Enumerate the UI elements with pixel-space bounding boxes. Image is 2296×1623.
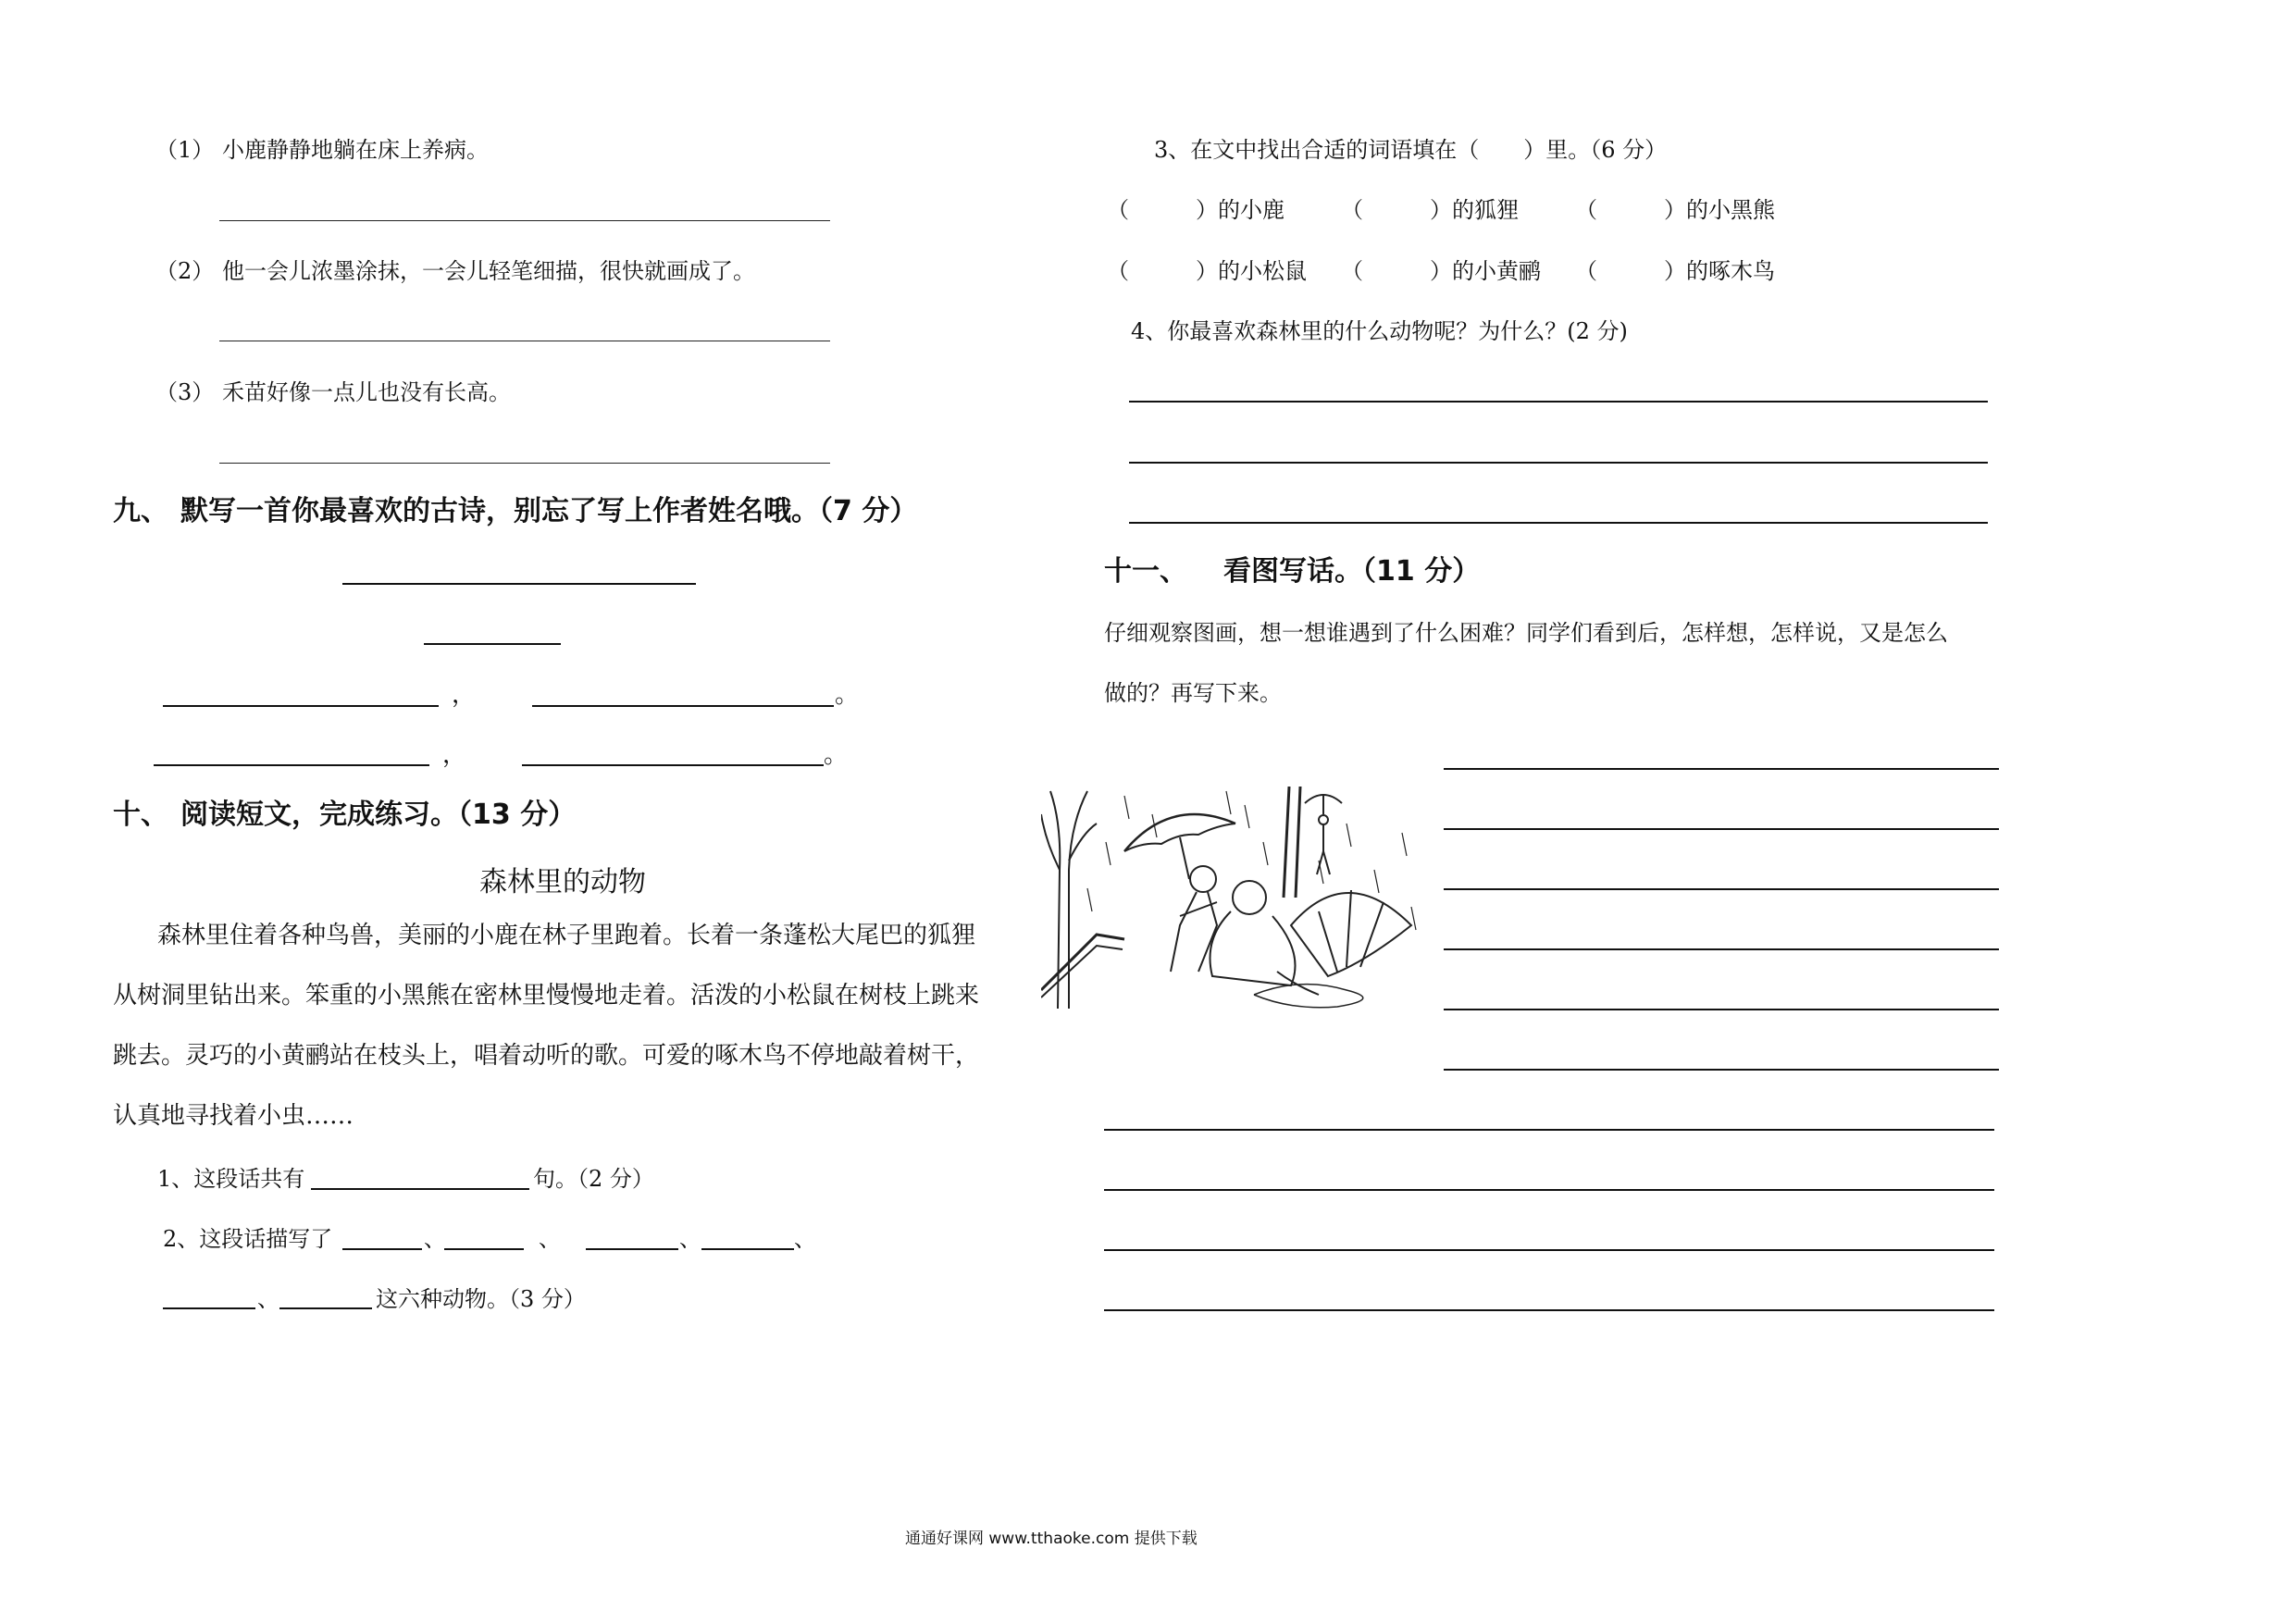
writing-line[interactable] [1444,828,1999,830]
writing-line[interactable] [1104,1249,1994,1251]
comma: ， [452,681,477,709]
item-number: （2） [155,258,215,284]
fill-item: （ ）的小鹿 [1107,197,1285,223]
period: 。 [835,681,860,709]
writing-line[interactable] [1444,948,1999,950]
separator: 、 [679,1226,701,1252]
separator: 、 [257,1286,279,1312]
passage-line: 认真地寻找着小虫…… [113,1102,354,1130]
writing-line[interactable] [1444,1009,1999,1010]
exercise-1-blank[interactable] [311,1188,529,1190]
comma: ， [442,741,467,769]
exercise-2-prompt: 2、这段话描写了 [163,1226,333,1252]
instruction-line: 仔细观察图画，想一想谁遇到了什么困难？同学们看到后，怎样想，怎样说，又是怎么 [1104,620,1948,646]
item-number: （1） [155,137,215,163]
answer-line[interactable] [219,220,830,221]
writing-line[interactable] [1444,768,1999,770]
item-sentence: 禾苗好像一点儿也没有长高。 [222,379,511,405]
exercise-1-prompt: 1、这段话共有 [157,1166,305,1192]
separator: 、 [539,1226,561,1252]
fill-item: （ ）的小黄鹂 [1341,258,1541,284]
answer-line[interactable] [219,463,830,464]
poem-line-1a[interactable] [163,705,439,707]
item-sentence: 小鹿静静地躺在床上养病。 [222,137,489,163]
section-title-9: 默写一首你最喜欢的古诗，别忘了写上作者姓名哦。（7 分） [180,495,918,527]
writing-line[interactable] [1104,1309,1994,1311]
passage-line: 跳去。灵巧的小黄鹂站在枝头上，唱着动听的歌。可爱的啄木鸟不停地敲着树干， [113,1042,980,1070]
section-title-11: 看图写话。（11 分） [1223,555,1481,588]
poem-title-line[interactable] [342,583,696,585]
fill-item: （ ）的狐狸 [1341,197,1519,223]
writing-line[interactable] [1444,1069,1999,1071]
exercise-3-prompt: 3、在文中找出合适的词语填在（ ）里。（6 分） [1154,137,1668,163]
rainy-day-illustration [1041,787,1430,1009]
period: 。 [824,741,849,769]
answer-line[interactable] [1129,522,1988,524]
section-number-10: 十、 [113,799,168,831]
poem-line-2a[interactable] [154,764,429,766]
exercise-4-prompt: 4、你最喜欢森林里的什么动物呢？为什么？(2 分) [1131,318,1628,344]
writing-line[interactable] [1104,1129,1994,1131]
instruction-line: 做的？再写下来。 [1104,680,1282,706]
poem-author-line[interactable] [424,643,561,645]
separator: 、 [794,1226,816,1252]
animal-blank[interactable] [586,1248,678,1250]
footer-source: 通通好课网 www.tthaoke.com 提供下载 [905,1530,1198,1548]
animal-blank[interactable] [701,1248,794,1250]
item-sentence: 他一会儿浓墨涂抹，一会儿轻笔细描，很快就画成了。 [222,258,755,284]
section-number-9: 九、 [113,495,168,527]
fill-item: （ ）的小黑熊 [1575,197,1775,223]
section-title-10: 阅读短文，完成练习。（13 分） [180,799,577,831]
poem-line-1b[interactable] [532,705,834,707]
passage-line: 森林里住着各种鸟兽，美丽的小鹿在林子里跑着。长着一条蓬松大尾巴的狐狸 [157,922,976,949]
item-number: （3） [155,379,215,405]
writing-line[interactable] [1444,888,1999,890]
poem-line-2b[interactable] [522,764,824,766]
animal-blank[interactable] [163,1307,255,1309]
exercise-2-suffix: 这六种动物。（3 分） [376,1286,586,1312]
answer-line[interactable] [1129,401,1988,403]
answer-line[interactable] [1129,462,1988,464]
fill-item: （ ）的啄木鸟 [1575,258,1775,284]
passage-title: 森林里的动物 [479,866,646,898]
animal-blank[interactable] [279,1307,372,1309]
fill-item: （ ）的小松鼠 [1107,258,1307,284]
passage-line: 从树洞里钻出来。笨重的小黑熊在密林里慢慢地走着。活泼的小松鼠在树枝上跳来 [113,982,980,1010]
animal-blank[interactable] [342,1248,422,1250]
section-number-11: 十一、 [1104,555,1187,588]
animal-blank[interactable] [444,1248,524,1250]
writing-line[interactable] [1104,1189,1994,1191]
exercise-1-suffix: 句。（2 分） [533,1166,654,1192]
separator: 、 [424,1226,446,1252]
